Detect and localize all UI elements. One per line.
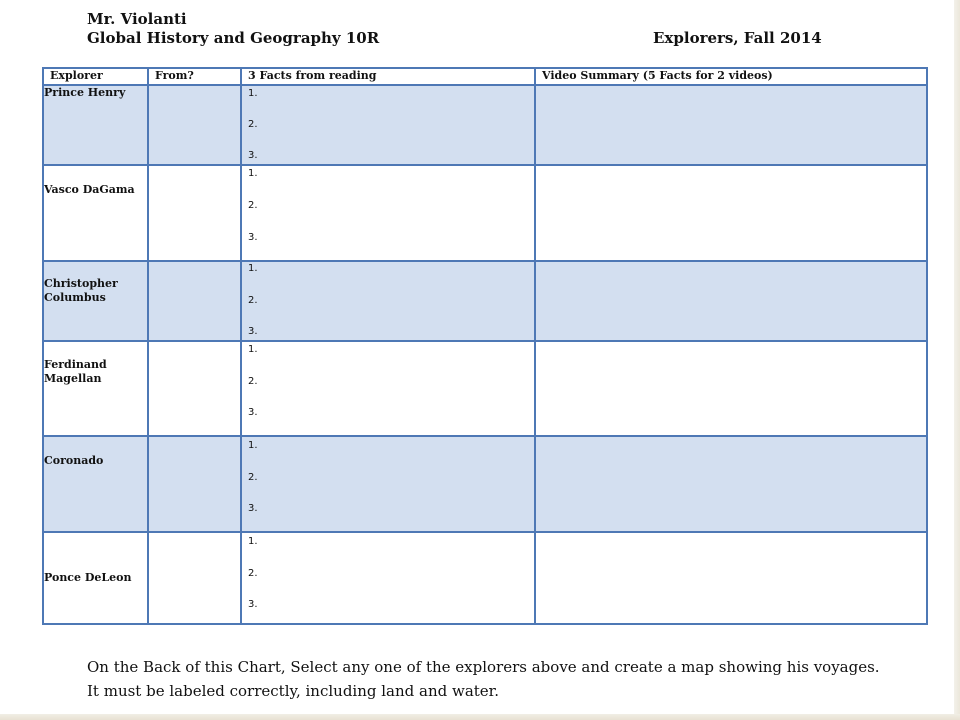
fact-number: 2. (248, 567, 258, 579)
fact-number: 2. (248, 471, 258, 483)
facts-cell[interactable] (241, 341, 535, 436)
fact-number: 3. (248, 599, 258, 610)
video-summary-cell[interactable] (535, 532, 927, 624)
explorer-name: Vasco DaGama (43, 165, 148, 261)
table-row (43, 532, 927, 624)
fact-number: 3. (248, 150, 258, 161)
video-summary-cell[interactable] (535, 436, 927, 532)
explorer-name: Coronado (43, 436, 148, 532)
course-title: Global History and Geography 10R (87, 29, 380, 47)
column-header-explorer: Explorer (43, 68, 148, 85)
fact-number: 2. (248, 294, 258, 306)
video-summary-cell[interactable] (535, 341, 927, 436)
fact-number: 2. (248, 375, 258, 387)
page-edge-right (954, 0, 960, 720)
explorers-chart (42, 67, 928, 625)
video-summary-cell[interactable] (535, 261, 927, 341)
header-row (43, 68, 927, 85)
explorer-name: Ponce DeLeon (43, 532, 148, 624)
fact-number: 2. (248, 119, 258, 130)
fact-number: 1. (248, 263, 258, 274)
fact-number: 1. (248, 168, 258, 179)
from-cell[interactable] (148, 261, 241, 341)
explorer-name: Christopher Columbus (43, 261, 148, 341)
column-header-from: From? (148, 68, 241, 85)
fact-number: 3. (248, 503, 258, 514)
facts-cell[interactable] (241, 165, 535, 261)
from-cell[interactable] (148, 165, 241, 261)
table-row (43, 85, 927, 165)
teacher-name: Mr. Violanti (87, 10, 187, 28)
fact-number: 1. (248, 344, 258, 355)
fact-number: 2. (248, 200, 258, 211)
video-summary-cell[interactable] (535, 165, 927, 261)
fact-number: 1. (248, 536, 258, 547)
facts-cell[interactable] (241, 436, 535, 532)
from-cell[interactable] (148, 341, 241, 436)
table-row (43, 341, 927, 436)
assignment-title: Explorers, Fall 2014 (653, 29, 822, 47)
from-cell[interactable] (148, 85, 241, 165)
fact-number: 3. (248, 326, 258, 337)
table-row (43, 165, 927, 261)
explorer-name: Ferdinand Magellan (43, 341, 148, 436)
facts-cell[interactable] (241, 261, 535, 341)
from-cell[interactable] (148, 532, 241, 624)
column-header-facts: 3 Facts from reading (241, 68, 535, 85)
explorer-name: Prince Henry (43, 85, 148, 165)
column-header-video-summary: Video Summary (5 Facts for 2 videos) (535, 68, 927, 85)
table-row (43, 261, 927, 341)
video-summary-cell[interactable] (535, 85, 927, 165)
page-edge-bottom (0, 714, 960, 720)
fact-number: 1. (248, 440, 258, 451)
facts-cell[interactable] (241, 85, 535, 165)
footer-instructions: On the Back of this Chart, Select any one of the explorers above and create a map showing his voyages. It must be labeled correctly, including land and water. (87, 658, 880, 700)
header-left (87, 10, 379, 48)
fact-number: 1. (248, 88, 258, 99)
fact-number: 3. (248, 232, 258, 243)
facts-cell[interactable] (241, 532, 535, 624)
fact-number: 3. (248, 407, 258, 418)
table-row (43, 436, 927, 532)
from-cell[interactable] (148, 436, 241, 532)
